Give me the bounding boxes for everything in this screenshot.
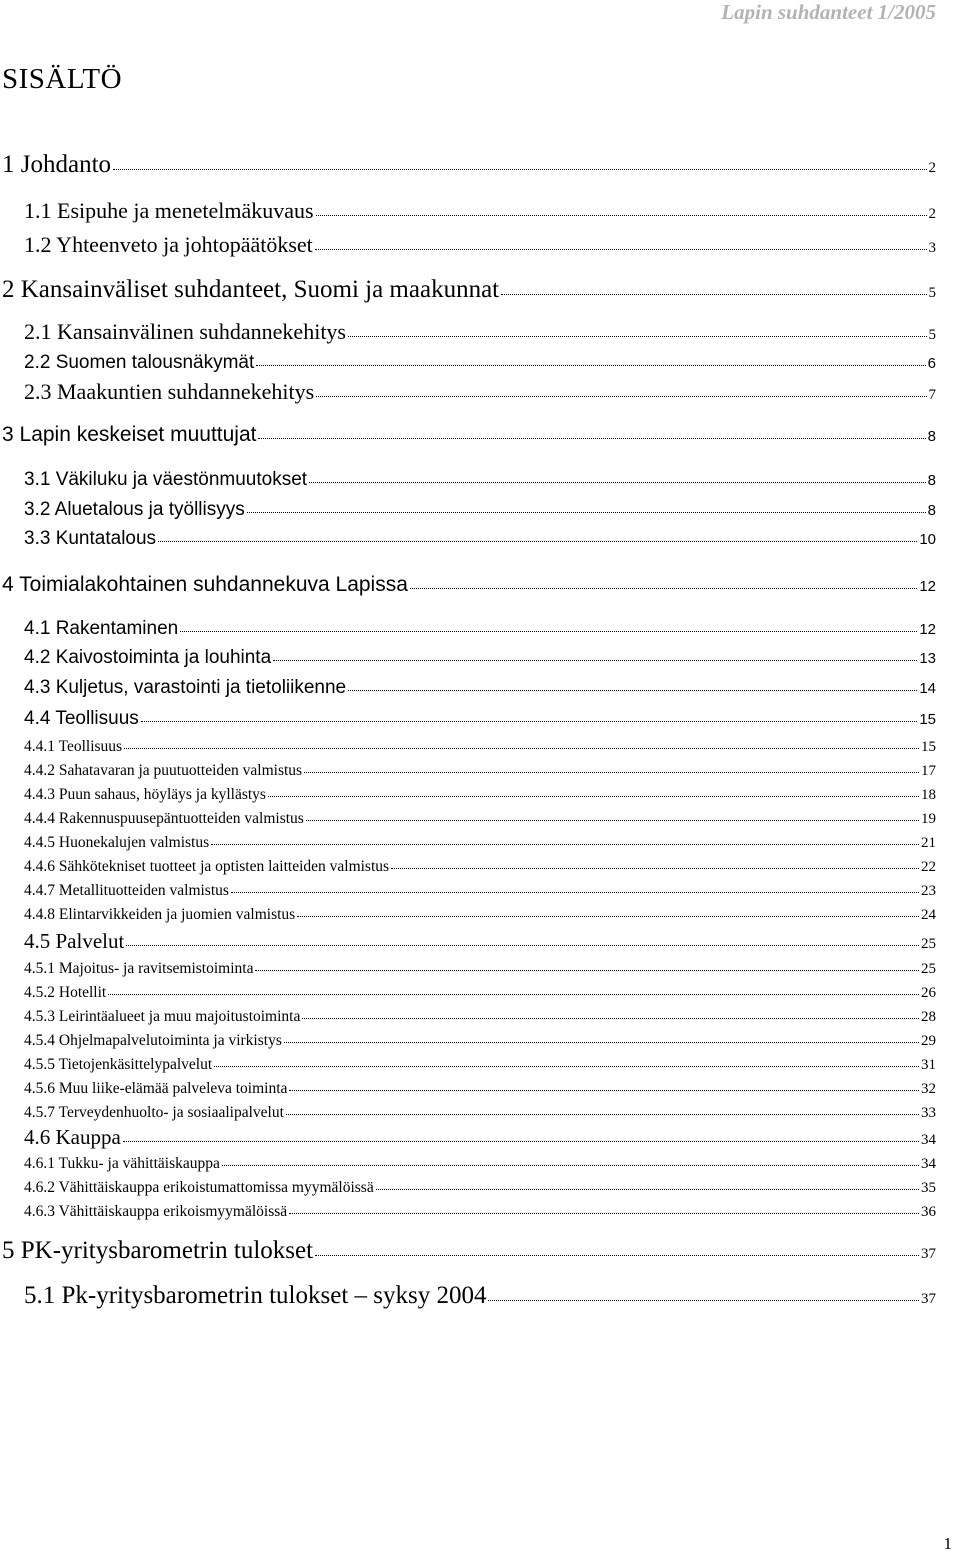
dot-leader [268, 796, 919, 797]
toc-entry-label: 4.4.4 Rakennuspuusepäntuotteiden valmistus [24, 810, 304, 827]
toc-entry[interactable] [24, 1033, 936, 1049]
dot-leader [309, 482, 926, 483]
toc-entry-page: 26 [921, 985, 936, 1001]
toc-entry-label: 2.2 Suomen talousnäkymät [24, 352, 255, 373]
toc-entry-page: 13 [919, 650, 936, 667]
dot-leader [214, 1066, 919, 1067]
dot-leader [180, 631, 917, 632]
toc-entry-page: 2 [928, 206, 936, 222]
toc-entry-label: 4 Toimialakohtainen suhdannekuva Lapissa [2, 573, 408, 596]
toc-entry-label: 4.2 Kaivostoiminta ja louhinta [24, 647, 272, 668]
dot-leader [501, 294, 926, 295]
toc-entry-page: 34 [921, 1132, 936, 1148]
dot-leader [286, 1114, 919, 1115]
dot-leader [316, 215, 927, 216]
dot-leader [410, 588, 917, 589]
toc-entry[interactable] [24, 931, 936, 952]
toc-entry-label: 5 PK-yritysbarometrin tulokset [2, 1237, 314, 1264]
toc-entry-page: 28 [921, 1009, 936, 1025]
toc-entry-page: 15 [919, 711, 936, 728]
toc-entry-label: 3.1 Väkiluku ja väestönmuutokset [24, 469, 308, 490]
toc-entry-label: 4.5.3 Leirintäalueet ja muu majoitustoiminta [24, 1008, 301, 1025]
toc-entry-page: 22 [921, 859, 936, 875]
toc-entry[interactable] [24, 985, 936, 1001]
toc-entry-page: 8 [927, 472, 936, 489]
toc-entry-label: 4.1 Rakentaminen [24, 618, 179, 639]
dot-leader [348, 690, 917, 691]
page-number: 1 [943, 1534, 952, 1553]
toc-entry[interactable] [24, 1156, 936, 1172]
toc-entry-page: 17 [921, 763, 936, 779]
dot-leader [126, 945, 919, 946]
dot-leader [222, 1165, 919, 1166]
toc-entry-page: 35 [921, 1180, 936, 1196]
toc-entry[interactable] [24, 763, 936, 779]
toc-entry-label: 2.3 Maakuntien suhdannekehitys [24, 379, 315, 404]
dot-leader [306, 820, 919, 821]
toc-entry-label: 4.4.1 Teollisuus [24, 738, 123, 755]
toc-entry-page: 24 [921, 907, 936, 923]
toc-entry-label: 4.6 Kauppa [24, 1125, 121, 1149]
toc-entry[interactable] [24, 1105, 936, 1121]
toc-entry-page: 5 [928, 327, 936, 343]
toc-entry-page: 33 [921, 1105, 936, 1121]
toc-entry-label: 4.4.2 Sahatavaran ja puutuotteiden valmistus [24, 762, 303, 779]
toc-entry[interactable] [24, 1009, 936, 1025]
toc-entry-page: 6 [927, 355, 936, 372]
toc-entry-label: 1.2 Yhteenveto ja johtopäätökset [24, 232, 313, 257]
toc-entry-label: 4.5.4 Ohjelmapalvelutoiminta ja virkistys [24, 1032, 282, 1049]
dot-leader [316, 396, 926, 397]
toc-entry[interactable] [24, 961, 936, 977]
toc-entry-page: 21 [921, 835, 936, 851]
dot-leader [141, 721, 918, 722]
dot-leader [488, 1300, 919, 1301]
dot-leader [284, 1042, 919, 1043]
toc-entry-page: 37 [921, 1246, 936, 1262]
toc-entry-page: 25 [921, 961, 936, 977]
dot-leader [391, 868, 919, 869]
toc-entry-label: 4.4.8 Elintarvikkeiden ja juomien valmistus [24, 906, 296, 923]
toc-entry[interactable] [2, 574, 936, 595]
toc-entry-label: 2.1 Kansainvälinen suhdannekehitys [24, 319, 346, 344]
dot-leader [256, 365, 925, 366]
toc-entry-label: 5.1 Pk-yritysbarometrin tulokset – syksy 2004 [24, 1282, 487, 1309]
toc-entry[interactable] [24, 200, 936, 222]
dot-leader [376, 1189, 919, 1190]
toc-entry-page: 8 [927, 502, 936, 519]
toc-entry-page: 12 [919, 578, 936, 595]
toc-entry[interactable] [24, 1057, 936, 1073]
toc-entry-page: 23 [921, 883, 936, 899]
toc-entry-label: 3 Lapin keskeiset muuttujat [2, 423, 257, 446]
toc-entry[interactable] [24, 1127, 936, 1148]
dot-leader [255, 970, 919, 971]
dot-leader [289, 1213, 919, 1214]
toc-entry-page: 5 [928, 285, 936, 301]
toc-entry-label: 4.5.7 Terveydenhuolto- ja sosiaalipalvelut [24, 1104, 284, 1121]
toc-entry[interactable] [24, 883, 936, 899]
dot-leader [273, 660, 917, 661]
toc-entry-label: 4.5 Palvelut [24, 929, 125, 953]
dot-leader [231, 892, 919, 893]
toc-entry-label: 4.4.7 Metallituotteiden valmistus [24, 882, 229, 899]
toc-entry-page: 14 [919, 680, 936, 697]
toc-entry[interactable] [2, 152, 936, 177]
dot-leader [113, 169, 926, 170]
toc-entry-page: 8 [927, 428, 936, 445]
toc-entry[interactable] [24, 835, 936, 851]
toc-entry-page: 2 [928, 160, 936, 176]
dot-leader [211, 844, 919, 845]
toc-entry-label: 3.2 Aluetalous ja työllisyys [24, 499, 245, 520]
toc-entry-label: 4.6.1 Tukku- ja vähittäiskauppa [24, 1155, 220, 1172]
dot-leader [348, 336, 927, 337]
toc-entry-page: 29 [921, 1033, 936, 1049]
dot-leader [123, 1141, 919, 1142]
toc-entry[interactable] [24, 234, 936, 256]
dot-leader [297, 916, 919, 917]
toc-entry[interactable] [24, 1204, 936, 1220]
toc-entry[interactable] [24, 648, 936, 667]
toc-entry-label: 4.3 Kuljetus, varastointi ja tietoliikenne [24, 677, 347, 698]
toc-entry[interactable] [24, 709, 936, 728]
dot-leader [302, 1018, 919, 1019]
toc-entry-page: 3 [928, 240, 936, 256]
toc-entry-label: 3.3 Kuntatalous [24, 528, 157, 549]
toc-entry-label: 4.4.3 Puun sahaus, höyläys ja kyllästys [24, 786, 266, 803]
dot-leader [304, 772, 919, 773]
toc-entry[interactable] [24, 529, 936, 548]
toc-entry-label: 1.1 Esipuhe ja menetelmäkuvaus [24, 198, 314, 223]
page-title: SISÄLTÖ [2, 63, 123, 95]
toc-entry-page: 37 [921, 1291, 936, 1307]
toc-entry-page: 25 [921, 936, 936, 952]
toc-entry-label: 4.4.6 Sähkötekniset tuotteet ja optisten laitteiden valmistus [24, 858, 390, 875]
toc-entry-label: 4.5.5 Tietojenkäsittelypalvelut [24, 1056, 213, 1073]
toc-entry-page: 10 [919, 531, 936, 548]
toc-entry[interactable] [24, 678, 936, 697]
toc-entry[interactable] [24, 321, 936, 343]
dot-leader [247, 512, 926, 513]
toc-entry-page: 7 [928, 387, 936, 403]
running-header: Lapin suhdanteet 1/2005 [721, 0, 936, 24]
toc-entry[interactable] [24, 907, 936, 923]
toc-entry-label: 4.5.1 Majoitus- ja ravitsemistoiminta [24, 960, 254, 977]
toc-entry-page: 19 [921, 811, 936, 827]
toc-entry-page: 31 [921, 1057, 936, 1073]
toc-entry[interactable] [24, 1283, 936, 1308]
toc-entry[interactable] [2, 1238, 936, 1263]
toc-entry[interactable] [24, 470, 936, 489]
toc-entry-label: 4.6.3 Vähittäiskauppa erikoismyymälöissä [24, 1203, 288, 1220]
toc-entry[interactable] [24, 787, 936, 803]
toc-entry[interactable] [24, 500, 936, 519]
toc-entry[interactable] [24, 811, 936, 827]
toc-entry[interactable] [24, 353, 936, 372]
toc-entry[interactable] [2, 424, 936, 445]
toc-entry[interactable] [24, 739, 936, 755]
toc-entry-label: 4.5.2 Hotellit [24, 984, 107, 1001]
dot-leader [289, 1090, 919, 1091]
toc-entry-label: 1 Johdanto [2, 151, 112, 178]
toc-entry[interactable] [24, 1081, 936, 1097]
toc-entry-page: 15 [921, 739, 936, 755]
toc-entry[interactable] [2, 277, 936, 302]
toc-entry[interactable] [24, 381, 936, 403]
toc-entry[interactable] [24, 859, 936, 875]
toc-entry[interactable] [24, 1180, 936, 1196]
toc-entry-page: 32 [921, 1081, 936, 1097]
toc-entry-label: 4.4 Teollisuus [24, 708, 139, 729]
toc-entry-page: 36 [921, 1204, 936, 1220]
dot-leader [124, 748, 919, 749]
toc-entry-page: 12 [919, 621, 936, 638]
toc-entry-label: 4.4.5 Huonekalujen valmistus [24, 834, 210, 851]
toc-entry-label: 4.6.2 Vähittäiskauppa erikoistumattomissa myymälöissä [24, 1179, 374, 1196]
toc-entry-label: 2 Kansainväliset suhdanteet, Suomi ja maakunnat [2, 276, 500, 303]
toc-entry-page: 34 [921, 1156, 936, 1172]
dot-leader [315, 249, 927, 250]
dot-leader [315, 1255, 919, 1256]
toc-entry-page: 18 [921, 787, 936, 803]
dot-leader [158, 541, 917, 542]
dot-leader [258, 438, 925, 439]
dot-leader [108, 994, 919, 995]
toc-entry-label: 4.5.6 Muu liike-elämää palveleva toiminta [24, 1080, 288, 1097]
toc-entry[interactable] [24, 619, 936, 638]
